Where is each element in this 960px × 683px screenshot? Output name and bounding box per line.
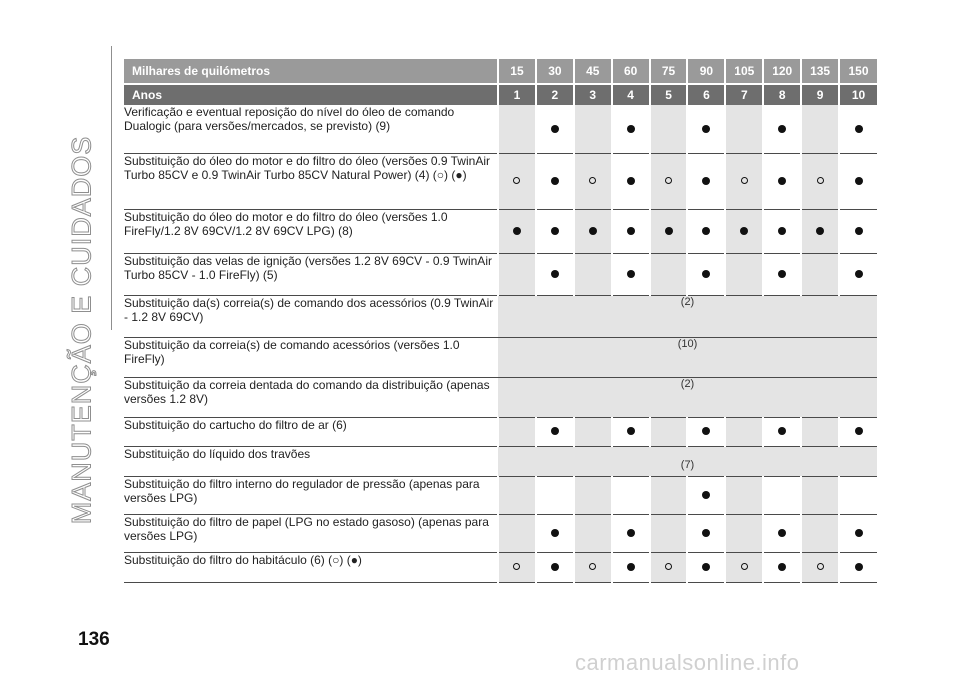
interval-note: (2) xyxy=(498,295,877,337)
interval-cell xyxy=(763,476,801,514)
year-interval-10: 10 xyxy=(839,84,877,105)
interval-cell xyxy=(650,105,688,153)
interval-cell xyxy=(801,153,839,209)
km-header-label: Milhares de quilómetros xyxy=(124,59,498,84)
interval-cell xyxy=(725,476,763,514)
table-row xyxy=(124,377,877,417)
interval-cell xyxy=(725,417,763,446)
interval-cell xyxy=(650,476,688,514)
operation-description: Substituição da correia(s) de comando acessórios (versões 1.0 FireFly) xyxy=(124,337,498,377)
interval-cell xyxy=(536,253,574,295)
operation-description: Substituição do óleo do motor e do filtro do óleo (versões 1.0 FireFly/1.2 8V 69CV/1.2 8V 69CV LPG) (8) xyxy=(124,209,498,253)
table-row xyxy=(124,514,877,552)
interval-cell xyxy=(498,476,536,514)
table-row xyxy=(124,337,877,377)
open-circle-icon xyxy=(589,177,596,184)
open-circle-icon xyxy=(665,563,672,570)
table-row xyxy=(124,209,877,253)
interval-cell xyxy=(839,209,877,253)
filled-dot-icon xyxy=(551,563,559,571)
filled-dot-icon xyxy=(778,177,786,185)
open-circle-icon xyxy=(513,177,520,184)
year-interval-2: 2 xyxy=(536,84,574,105)
interval-cell xyxy=(498,105,536,153)
interval-cell xyxy=(574,552,612,582)
km-interval-60: 60 xyxy=(612,59,650,84)
filled-dot-icon xyxy=(855,529,863,537)
filled-dot-icon xyxy=(778,227,786,235)
filled-dot-icon xyxy=(855,177,863,185)
table-row xyxy=(124,446,877,476)
filled-dot-icon xyxy=(702,227,710,235)
interval-cell xyxy=(687,476,725,514)
table-body xyxy=(124,105,877,582)
interval-cell xyxy=(612,105,650,153)
table-row xyxy=(124,417,877,446)
open-circle-icon xyxy=(741,177,748,184)
interval-cell xyxy=(801,209,839,253)
section-title: MANUTENÇÃO E CUIDADOS xyxy=(66,135,97,525)
interval-cell xyxy=(498,153,536,209)
filled-dot-icon xyxy=(627,227,635,235)
interval-cell xyxy=(763,552,801,582)
interval-cell xyxy=(574,417,612,446)
km-interval-90: 90 xyxy=(687,59,725,84)
interval-note: (2) xyxy=(498,377,877,417)
operation-description: Substituição do líquido dos travões xyxy=(124,446,498,476)
interval-cell xyxy=(612,552,650,582)
operation-description: Substituição do óleo do motor e do filtro do óleo (versões 0.9 TwinAir Turbo 85CV e 0.9 TwinAir Turbo 85CV Natural Power) (4) (○) (●) xyxy=(124,153,498,209)
interval-cell xyxy=(725,552,763,582)
filled-dot-icon xyxy=(778,427,786,435)
interval-cell xyxy=(536,514,574,552)
interval-cell xyxy=(612,417,650,446)
interval-cell xyxy=(687,417,725,446)
year-interval-4: 4 xyxy=(612,84,650,105)
interval-cell xyxy=(650,514,688,552)
filled-dot-icon xyxy=(855,563,863,571)
interval-cell xyxy=(725,209,763,253)
operation-description: Substituição do cartucho do filtro de ar (6) xyxy=(124,417,498,446)
interval-cell xyxy=(801,105,839,153)
open-circle-icon xyxy=(817,177,824,184)
interval-cell xyxy=(612,209,650,253)
filled-dot-icon xyxy=(627,125,635,133)
km-interval-75: 75 xyxy=(650,59,688,84)
filled-dot-icon xyxy=(778,563,786,571)
filled-dot-icon xyxy=(551,125,559,133)
year-interval-5: 5 xyxy=(650,84,688,105)
filled-dot-icon xyxy=(855,227,863,235)
year-interval-6: 6 xyxy=(687,84,725,105)
header-row-years xyxy=(124,84,877,105)
filled-dot-icon xyxy=(702,125,710,133)
operation-description: Substituição da correia dentada do comando da distribuição (apenas versões 1.2 8V) xyxy=(124,377,498,417)
filled-dot-icon xyxy=(740,227,748,235)
filled-dot-icon xyxy=(855,427,863,435)
year-interval-7: 7 xyxy=(725,84,763,105)
filled-dot-icon xyxy=(702,563,710,571)
filled-dot-icon xyxy=(627,563,635,571)
interval-cell xyxy=(763,514,801,552)
table-row xyxy=(124,105,877,153)
interval-cell xyxy=(839,417,877,446)
interval-cell xyxy=(574,253,612,295)
page-number: 136 xyxy=(78,629,110,650)
operation-description: Substituição do filtro do habitáculo (6) (○) (●) xyxy=(124,552,498,582)
interval-cell xyxy=(650,417,688,446)
maintenance-schedule-table xyxy=(124,59,877,583)
interval-cell xyxy=(839,153,877,209)
operation-description: Substituição da(s) correia(s) de comando dos acessórios (0.9 TwinAir - 1.2 8V 69CV) xyxy=(124,295,498,337)
interval-cell xyxy=(763,417,801,446)
interval-cell xyxy=(574,153,612,209)
open-circle-icon xyxy=(589,563,596,570)
interval-cell xyxy=(801,514,839,552)
year-interval-8: 8 xyxy=(763,84,801,105)
years-header-label: Anos xyxy=(124,84,498,105)
table-row xyxy=(124,153,877,209)
km-interval-135: 135 xyxy=(801,59,839,84)
interval-cell xyxy=(687,105,725,153)
interval-cell xyxy=(801,476,839,514)
interval-cell xyxy=(574,514,612,552)
interval-cell xyxy=(763,153,801,209)
interval-cell xyxy=(536,552,574,582)
km-interval-45: 45 xyxy=(574,59,612,84)
interval-cell xyxy=(498,552,536,582)
watermark: carmanualsonline.info xyxy=(575,650,800,675)
header-row-km xyxy=(124,59,877,84)
filled-dot-icon xyxy=(551,227,559,235)
year-interval-9: 9 xyxy=(801,84,839,105)
interval-cell xyxy=(725,514,763,552)
filled-dot-icon xyxy=(855,125,863,133)
interval-note: (10) xyxy=(498,337,877,377)
interval-cell xyxy=(650,552,688,582)
interval-cell xyxy=(498,417,536,446)
interval-cell xyxy=(801,417,839,446)
operation-description: Substituição das velas de ignição (versões 1.2 8V 69CV - 0.9 TwinAir Turbo 85CV - 1.0 FireFly) (5) xyxy=(124,253,498,295)
interval-cell xyxy=(536,417,574,446)
open-circle-icon xyxy=(741,563,748,570)
filled-dot-icon xyxy=(589,227,597,235)
filled-dot-icon xyxy=(702,491,710,499)
interval-cell xyxy=(536,476,574,514)
interval-cell xyxy=(839,476,877,514)
filled-dot-icon xyxy=(627,427,635,435)
interval-cell xyxy=(725,253,763,295)
interval-cell xyxy=(612,253,650,295)
table-row xyxy=(124,476,877,514)
filled-dot-icon xyxy=(778,125,786,133)
km-interval-150: 150 xyxy=(839,59,877,84)
table-row xyxy=(124,253,877,295)
interval-cell xyxy=(801,253,839,295)
interval-cell xyxy=(536,153,574,209)
interval-cell xyxy=(687,153,725,209)
filled-dot-icon xyxy=(627,270,635,278)
interval-cell xyxy=(687,514,725,552)
filled-dot-icon xyxy=(778,529,786,537)
km-interval-120: 120 xyxy=(763,59,801,84)
interval-note: (7) xyxy=(498,446,877,476)
km-interval-105: 105 xyxy=(725,59,763,84)
interval-cell xyxy=(839,514,877,552)
filled-dot-icon xyxy=(551,529,559,537)
interval-cell xyxy=(763,253,801,295)
filled-dot-icon xyxy=(665,227,673,235)
filled-dot-icon xyxy=(513,227,521,235)
interval-cell xyxy=(574,209,612,253)
interval-cell xyxy=(536,209,574,253)
interval-cell xyxy=(536,105,574,153)
filled-dot-icon xyxy=(627,529,635,537)
km-interval-30: 30 xyxy=(536,59,574,84)
table-row xyxy=(124,552,877,582)
filled-dot-icon xyxy=(551,270,559,278)
interval-cell xyxy=(612,514,650,552)
interval-cell xyxy=(574,105,612,153)
filled-dot-icon xyxy=(702,427,710,435)
interval-cell xyxy=(725,105,763,153)
open-circle-icon xyxy=(665,177,672,184)
km-interval-15: 15 xyxy=(498,59,536,84)
interval-cell xyxy=(839,253,877,295)
interval-cell xyxy=(763,209,801,253)
interval-cell xyxy=(650,253,688,295)
interval-cell xyxy=(612,153,650,209)
interval-cell xyxy=(612,476,650,514)
interval-cell xyxy=(574,476,612,514)
interval-cell xyxy=(650,209,688,253)
interval-cell xyxy=(763,105,801,153)
table-row xyxy=(124,295,877,337)
filled-dot-icon xyxy=(702,529,710,537)
interval-cell xyxy=(498,209,536,253)
filled-dot-icon xyxy=(778,270,786,278)
operation-description: Verificação e eventual reposição do nível do óleo de comando Dualogic (para versões/mercados, se previsto) (9) xyxy=(124,105,498,153)
open-circle-icon xyxy=(817,563,824,570)
filled-dot-icon xyxy=(551,177,559,185)
interval-cell xyxy=(498,514,536,552)
filled-dot-icon xyxy=(627,177,635,185)
interval-cell xyxy=(687,552,725,582)
operation-description: Substituição do filtro de papel (LPG no estado gasoso) (apenas para versões LPG) xyxy=(124,514,498,552)
open-circle-icon xyxy=(513,563,520,570)
filled-dot-icon xyxy=(551,427,559,435)
year-interval-1: 1 xyxy=(498,84,536,105)
year-interval-3: 3 xyxy=(574,84,612,105)
filled-dot-icon xyxy=(855,270,863,278)
interval-cell xyxy=(839,552,877,582)
filled-dot-icon xyxy=(702,177,710,185)
filled-dot-icon xyxy=(702,270,710,278)
interval-cell xyxy=(839,105,877,153)
interval-cell xyxy=(687,209,725,253)
section-divider xyxy=(111,46,112,330)
filled-dot-icon xyxy=(816,227,824,235)
operation-description: Substituição do filtro interno do regulador de pressão (apenas para versões LPG) xyxy=(124,476,498,514)
interval-cell xyxy=(650,153,688,209)
interval-cell xyxy=(725,153,763,209)
interval-cell xyxy=(498,253,536,295)
interval-cell xyxy=(801,552,839,582)
interval-cell xyxy=(687,253,725,295)
